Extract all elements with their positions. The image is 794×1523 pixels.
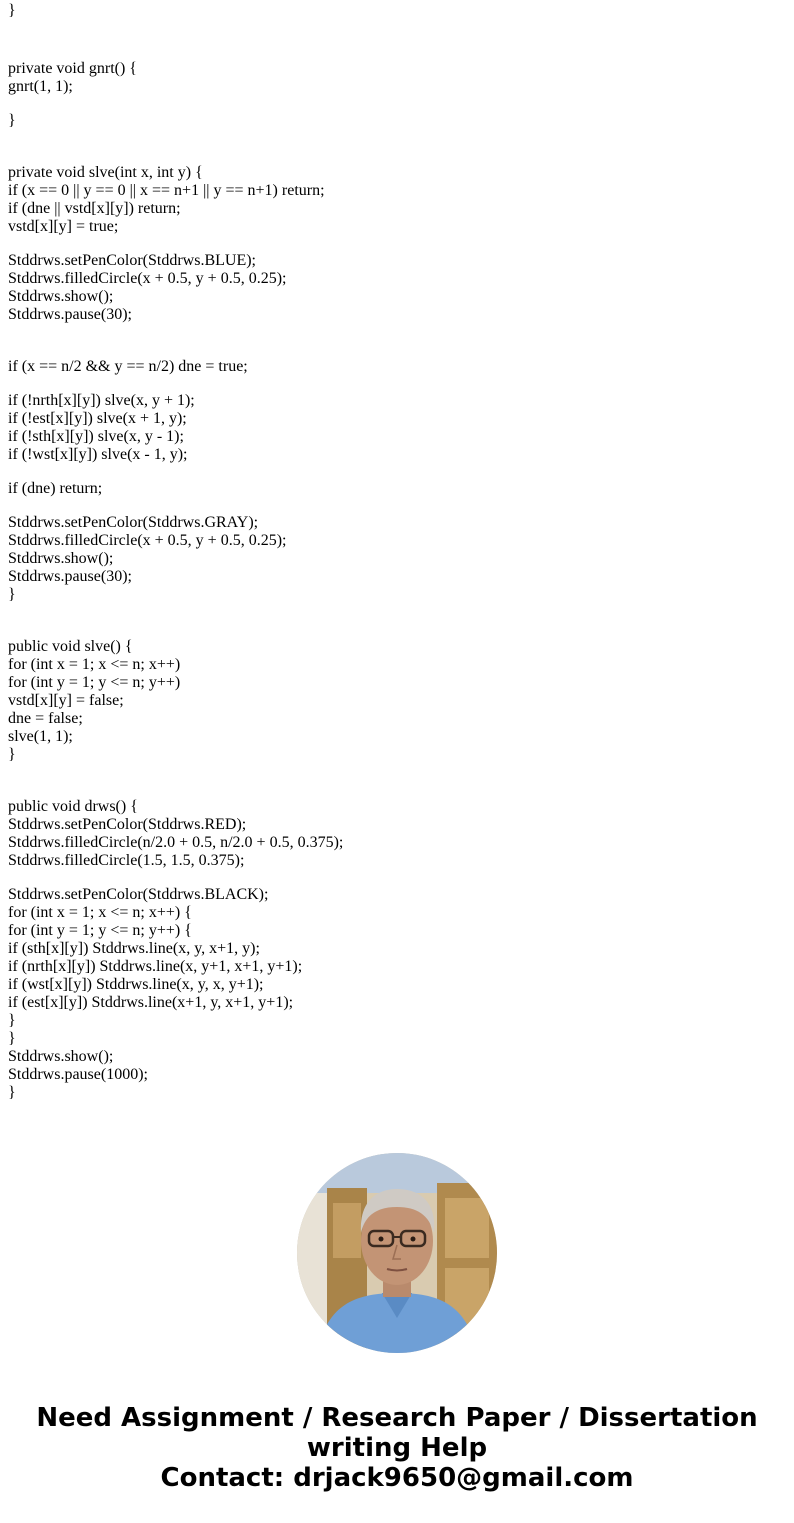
code-line: }	[8, 586, 16, 603]
code-line: }	[8, 1030, 16, 1047]
code-line: if (!est[x][y]) slve(x + 1, y);	[8, 410, 187, 427]
code-line: if (x == n/2 && y == n/2) dne = true;	[8, 358, 248, 375]
code-line: Stddrws.filledCircle(1.5, 1.5, 0.375);	[8, 852, 245, 869]
code-line: if (wst[x][y]) Stddrws.line(x, y, x, y+1);	[8, 976, 264, 993]
promo-line-1: Need Assignment / Research Paper / Dissertation	[36, 1403, 758, 1433]
avatar	[297, 1153, 497, 1353]
code-line: if (dne || vstd[x][y]) return;	[8, 200, 181, 217]
code-line: if (!wst[x][y]) slve(x - 1, y);	[8, 446, 188, 463]
code-line: Stddrws.filledCircle(x + 0.5, y + 0.5, 0.25);	[8, 270, 287, 287]
code-line: public void slve() {	[8, 638, 133, 655]
code-line: if (sth[x][y]) Stddrws.line(x, y, x+1, y);	[8, 940, 260, 957]
promo-footer	[0, 1403, 794, 1493]
code-line: if (dne) return;	[8, 480, 103, 497]
code-line: Stddrws.filledCircle(n/2.0 + 0.5, n/2.0 + 0.5, 0.375);	[8, 834, 344, 851]
code-line: Stddrws.show();	[8, 288, 114, 305]
code-line: }	[8, 746, 16, 763]
code-line: Stddrws.show();	[8, 1048, 114, 1065]
code-line: }	[8, 2, 16, 19]
code-line: if (nrth[x][y]) Stddrws.line(x, y+1, x+1, y+1);	[8, 958, 303, 975]
code-line: Stddrws.setPenColor(Stddrws.GRAY);	[8, 514, 259, 531]
code-line: Stddrws.pause(30);	[8, 306, 132, 323]
code-line: }	[8, 112, 16, 129]
promo-line-2: writing Help	[306, 1433, 488, 1463]
code-listing	[8, 2, 788, 1102]
code-line: for (int y = 1; y <= n; y++) {	[8, 922, 192, 939]
code-line: for (int x = 1; x <= n; x++)	[8, 656, 181, 673]
code-line: Stddrws.show();	[8, 550, 114, 567]
code-line: slve(1, 1);	[8, 728, 73, 745]
code-line: vstd[x][y] = false;	[8, 692, 124, 709]
code-line: Stddrws.setPenColor(Stddrws.BLUE);	[8, 252, 256, 269]
code-line: for (int y = 1; y <= n; y++)	[8, 674, 181, 691]
code-line: if (x == 0 || y == 0 || x == n+1 || y == n+1) return;	[8, 182, 325, 199]
code-line: private void gnrt() {	[8, 60, 137, 77]
code-line: Stddrws.pause(30);	[8, 568, 132, 585]
code-line: Stddrws.setPenColor(Stddrws.RED);	[8, 816, 247, 833]
code-line: Stddrws.pause(1000);	[8, 1066, 148, 1083]
avatar-portrait	[297, 1153, 497, 1353]
code-line: gnrt(1, 1);	[8, 78, 73, 95]
code-line: if (!sth[x][y]) slve(x, y - 1);	[8, 428, 184, 445]
code-line: private void slve(int x, int y) {	[8, 164, 203, 181]
code-line: public void drws() {	[8, 798, 138, 815]
code-line: }	[8, 1084, 16, 1101]
code-line: vstd[x][y] = true;	[8, 218, 119, 235]
code-line: for (int x = 1; x <= n; x++) {	[8, 904, 192, 921]
code-line: if (!nrth[x][y]) slve(x, y + 1);	[8, 392, 195, 409]
code-line: if (est[x][y]) Stddrws.line(x+1, y, x+1, y+1);	[8, 994, 294, 1011]
code-line: Stddrws.filledCircle(x + 0.5, y + 0.5, 0.25);	[8, 532, 287, 549]
contact-line: Contact: drjack9650@gmail.com	[160, 1463, 634, 1493]
code-line: dne = false;	[8, 710, 83, 727]
code-line: Stddrws.setPenColor(Stddrws.BLACK);	[8, 886, 269, 903]
code-line: }	[8, 1012, 16, 1029]
